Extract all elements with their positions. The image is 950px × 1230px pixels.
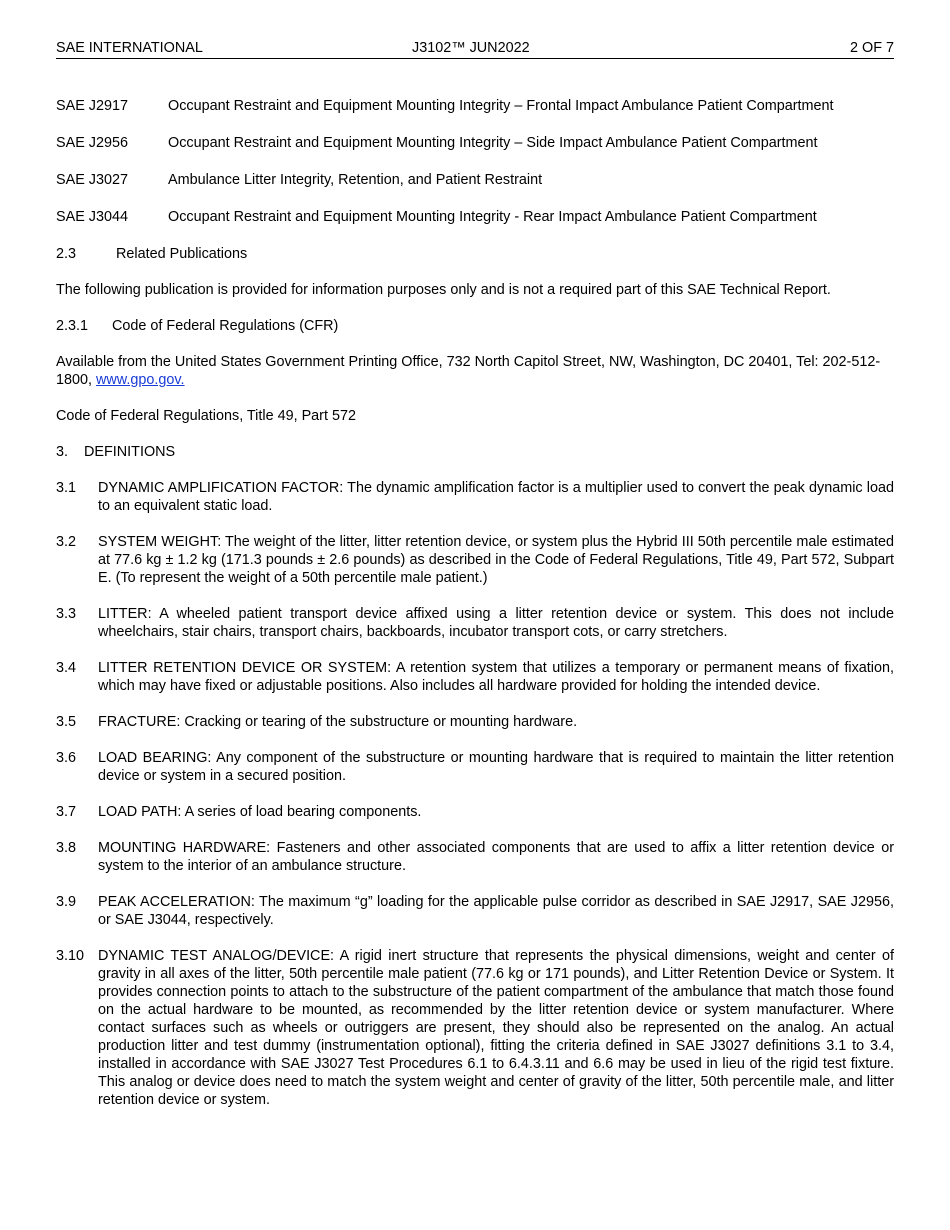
definition-number: 3.9 (56, 894, 77, 910)
definition-item (56, 803, 894, 821)
header-doc-id: J3102™ JUN2022 (412, 40, 530, 56)
definition-text: DYNAMIC AMPLIFICATION FACTOR: The dynamic amplification factor is a multiplier used to convert the peak dynamic load to an equivalent static load. (98, 480, 894, 514)
definition-item (56, 749, 894, 785)
definition-number: 3.4 (56, 660, 77, 676)
definition-number: 3.7 (56, 804, 77, 820)
availability-text: Available from the United States Government Printing Office, 732 North Capitol Street, NW, Washington, DC 20401, Tel: 202-512-1800, (56, 354, 881, 388)
definition-number: 3.1 (56, 480, 77, 496)
definition-text: SYSTEM WEIGHT: The weight of the litter, litter retention device, or system plus the Hybrid III 50th percentile male estimated at 77.6 kg ± 1.2 kg (171.3 pounds ± 2.6 pounds) as described in the Code of Federal Regulations, Title 49, Part 572, Subpart E. (To represent the weight of a 50th percentile male patient.) (98, 534, 894, 586)
reference-entry (56, 97, 894, 115)
definition-text: LITTER RETENTION DEVICE OR SYSTEM: A retention system that utilizes a temporary or permanent means of fixation, which may have fixed or adjustable positions. Also includes all hardware provided for holding the intended device. (98, 660, 894, 694)
definition-text: LITTER: A wheeled patient transport device affixed using a litter retention device or system. This does not include wheelchairs, stair chairs, transport chairs, backboards, incubator transport cots, or carry stretchers. (98, 606, 894, 640)
reference-code: SAE J3044 (56, 209, 129, 225)
reference-title: Occupant Restraint and Equipment Mounting Integrity – Side Impact Ambulance Patient Compartment (168, 135, 818, 151)
section-title: Related Publications (116, 246, 248, 262)
definition-number: 3.8 (56, 840, 77, 856)
section-title: DEFINITIONS (84, 444, 176, 460)
reference-title: Ambulance Litter Integrity, Retention, and Patient Restraint (168, 172, 543, 188)
header-page-number: 2 OF 7 (850, 40, 894, 56)
definition-item (56, 947, 894, 1109)
definition-text: PEAK ACCELERATION: The maximum “g” loading for the applicable pulse corridor as described in SAE J2917, SAE J2956, or SAE J3044, respectively. (98, 894, 894, 928)
definition-item (56, 839, 894, 875)
reference-entry (56, 134, 894, 152)
availability-paragraph (56, 353, 894, 389)
section-intro: The following publication is provided for information purposes only and is not a required part of this SAE Technical Report. (56, 282, 831, 298)
section-heading-2-3 (56, 245, 894, 263)
header-org: SAE INTERNATIONAL (56, 40, 203, 56)
definition-number: 3.6 (56, 750, 77, 766)
reference-title: Occupant Restraint and Equipment Mounting Integrity - Rear Impact Ambulance Patient Compartment (168, 209, 817, 225)
section-number: 2.3 (56, 246, 77, 262)
definition-number: 3.2 (56, 534, 77, 550)
definition-item (56, 533, 894, 587)
definition-text: FRACTURE: Cracking or tearing of the substructure or mounting hardware. (98, 714, 578, 730)
section-number: 3. (56, 444, 69, 460)
definition-number: 3.10 (56, 948, 85, 964)
reference-code: SAE J2956 (56, 135, 129, 151)
definition-item (56, 893, 894, 929)
definition-item (56, 713, 894, 731)
reference-code: SAE J2917 (56, 98, 129, 114)
definition-number: 3.3 (56, 606, 77, 622)
definition-text: DYNAMIC TEST ANALOG/DEVICE: A rigid inert structure that represents the physical dimensions, weight and center of gravity in all axes of the litter, 50th percentile male patient (77.6 kg or 171 pounds), and Litter Retention Device or System. It provides connection points to attach to the substructure of the patient compartment of the ambulance that match those found on the actual hardware to be mounted, as recommended by the litter retention device or system manufacturer. Where contact surfaces such as wheels or outriggers are present, they should also be represented on the analog. An actual production litter and test dummy (instrumentation optional), fitting the criteria defined in SAE J3027 definitions 3.1 to 3.4, installed in accordance with SAE J3027 Test Procedures 6.1 to 6.4.3.11 and 6.6 may be used in lieu of the rigid test fixture. This analog or device does need to match the system weight and center of gravity of the litter, 50th percentile male, and litter retention device or system. (98, 948, 894, 1108)
reference-entry (56, 171, 894, 189)
section-number: 2.3.1 (56, 318, 89, 334)
section-title: Code of Federal Regulations (CFR) (112, 318, 339, 334)
definition-text: MOUNTING HARDWARE: Fasteners and other associated components that are used to affix a litter retention device or system to the interior of an ambulance structure. (98, 840, 894, 874)
section-heading-3 (56, 443, 894, 461)
reference-code: SAE J3027 (56, 172, 129, 188)
gpo-link[interactable]: www.gpo.gov. (96, 372, 185, 388)
page-header (56, 38, 894, 59)
definition-text: LOAD PATH: A series of load bearing components. (98, 804, 422, 820)
reference-entry (56, 208, 894, 226)
definition-item (56, 605, 894, 641)
definition-text: LOAD BEARING: Any component of the substructure or mounting hardware that is required to maintain the litter retention device or system in a secured position. (98, 750, 894, 784)
document-page (56, 38, 894, 1127)
definition-item (56, 659, 894, 695)
definition-number: 3.5 (56, 714, 77, 730)
definition-item (56, 479, 894, 515)
cfr-citation: Code of Federal Regulations, Title 49, Part 572 (56, 408, 356, 424)
reference-title: Occupant Restraint and Equipment Mounting Integrity – Frontal Impact Ambulance Patient Compartment (168, 98, 834, 114)
section-heading-2-3-1 (56, 317, 894, 335)
